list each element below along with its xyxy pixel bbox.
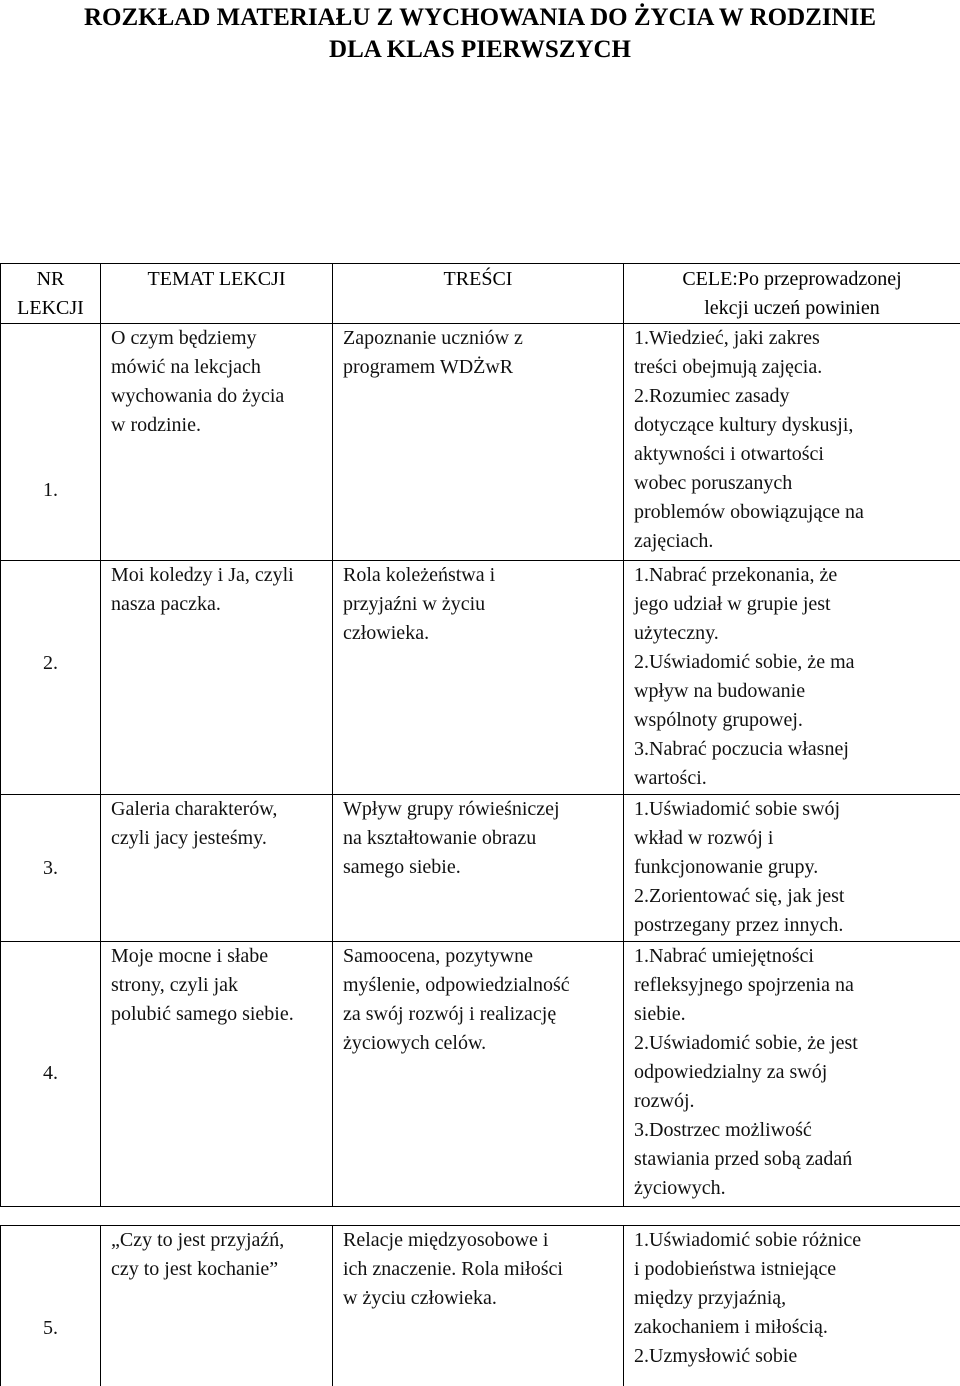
cell-text-line: programem WDŻwR — [343, 353, 621, 382]
cell-text-line: czy to jest kochanie” — [111, 1255, 330, 1284]
lesson-number: 2. — [1, 649, 100, 678]
cell-text-line: za swój rozwój i realizację — [343, 1000, 621, 1029]
cell-text-line: i podobieństwa istniejące — [634, 1255, 958, 1284]
lesson-topic — [101, 1226, 333, 1386]
lesson-plan-table-continued — [0, 1225, 960, 1386]
cell-text-line: nasza paczka. — [111, 590, 330, 619]
cell-text-line: myślenie, odpowiedzialność — [343, 971, 621, 1000]
cell-text-line: 3.Dostrzec możliwość — [634, 1116, 958, 1145]
lesson-number: 5. — [1, 1314, 100, 1343]
cell-text-line: aktywności i otwartości — [634, 440, 958, 469]
cell-text-line: 2.Rozumiec zasady — [634, 382, 958, 411]
lesson-goals — [624, 1226, 960, 1386]
cell-text-line: na kształtowanie obrazu — [343, 824, 621, 853]
header-nr — [1, 264, 101, 324]
title-line-1: ROZKŁAD MATERIAŁU Z WYCHOWANIA DO ŻYCIA W RODZINIE — [0, 2, 960, 34]
table-row — [1, 561, 960, 795]
cell-text-line: 3.Nabrać poczucia własnej — [634, 735, 958, 764]
cell-text-line: 2.Uświadomić sobie, że ma — [634, 648, 958, 677]
lesson-number: 1. — [1, 476, 100, 505]
cell-text-line: jego udział w grupie jest — [634, 590, 958, 619]
cell-text-line: wspólnoty grupowej. — [634, 706, 958, 735]
cell-text-line: refleksyjnego spojrzenia na — [634, 971, 958, 1000]
table-header-row — [1, 264, 960, 324]
lesson-topic — [101, 795, 333, 942]
cell-text-line: Galeria charakterów, — [111, 795, 330, 824]
cell-text-line: ich znaczenie. Rola miłości — [343, 1255, 621, 1284]
lesson-number: 4. — [1, 1059, 100, 1088]
cell-text-line: 1.Nabrać przekonania, że — [634, 561, 958, 590]
cell-text-line: strony, czyli jak — [111, 971, 330, 1000]
header-tresci: TREŚCI — [333, 264, 624, 324]
cell-text-line: Relacje międzyosobowe i — [343, 1226, 621, 1255]
cell-text-line: odpowiedzialny za swój — [634, 1058, 958, 1087]
cell-text-line: Samoocena, pozytywne — [343, 942, 621, 971]
cell-text-line: polubić samego siebie. — [111, 1000, 330, 1029]
lesson-content — [333, 942, 624, 1207]
cell-text-line: samego siebie. — [343, 853, 621, 882]
cell-text-line: 1.Uświadomić sobie swój — [634, 795, 958, 824]
cell-text-line: w rodzinie. — [111, 411, 330, 440]
cell-text-line: 1.Nabrać umiejętności — [634, 942, 958, 971]
header-temat: TEMAT LEKCJI — [101, 264, 333, 324]
cell-text-line: użyteczny. — [634, 619, 958, 648]
cell-text-line: treści obejmują zajęcia. — [634, 353, 958, 382]
cell-text-line: siebie. — [634, 1000, 958, 1029]
header-cele-line-1: CELE:Po przeprowadzonej — [624, 265, 960, 294]
cell-text-line: funkcjonowanie grupy. — [634, 853, 958, 882]
cell-text-line: problemów obowiązujące na — [634, 498, 958, 527]
cell-text-line: Wpływ grupy rówieśniczej — [343, 795, 621, 824]
header-nr-line-2: LEKCJI — [1, 294, 100, 323]
cell-text-line: życiowych celów. — [343, 1029, 621, 1058]
lesson-content — [333, 1226, 624, 1386]
cell-text-line: w życiu człowieka. — [343, 1284, 621, 1313]
cell-text-line: Moi koledzy i Ja, czyli — [111, 561, 330, 590]
cell-text-line: zakochaniem i miłością. — [634, 1313, 958, 1342]
cell-text-line: stawiania przed sobą zadań — [634, 1145, 958, 1174]
lesson-goals — [624, 561, 960, 795]
cell-text-line: Moje mocne i słabe — [111, 942, 330, 971]
lesson-topic — [101, 942, 333, 1207]
cell-text-line: wychowania do życia — [111, 382, 330, 411]
document-title — [0, 2, 960, 66]
table-row — [1, 1226, 960, 1386]
table-row — [1, 942, 960, 1207]
cell-text-line: człowieka. — [343, 619, 621, 648]
lesson-number-cell — [1, 942, 101, 1207]
cell-text-line: 2.Uświadomić sobie, że jest — [634, 1029, 958, 1058]
cell-text-line: Rola koleżeństwa i — [343, 561, 621, 590]
table-row — [1, 795, 960, 942]
cell-text-line: Zapoznanie uczniów z — [343, 324, 621, 353]
cell-text-line: życiowych. — [634, 1174, 958, 1203]
lesson-number-cell — [1, 324, 101, 561]
cell-text-line: 2.Uzmysłowić sobie — [634, 1342, 958, 1371]
cell-text-line: wkład w rozwój i — [634, 824, 958, 853]
lesson-content — [333, 324, 624, 561]
lesson-plan-table — [0, 263, 960, 1207]
cell-text-line: wpływ na budowanie — [634, 677, 958, 706]
title-line-2: DLA KLAS PIERWSZYCH — [0, 34, 960, 66]
lesson-number-cell — [1, 1226, 101, 1386]
cell-text-line: czyli jacy jesteśmy. — [111, 824, 330, 853]
header-nr-line-1: NR — [1, 265, 100, 294]
cell-text-line: 1.Uświadomić sobie różnice — [634, 1226, 958, 1255]
cell-text-line: wartości. — [634, 764, 958, 793]
table-row — [1, 324, 960, 561]
header-cele — [624, 264, 960, 324]
lesson-content — [333, 795, 624, 942]
cell-text-line: wobec poruszanych — [634, 469, 958, 498]
lesson-goals — [624, 795, 960, 942]
cell-text-line: zajęciach. — [634, 527, 958, 556]
header-cele-line-2: lekcji uczeń powinien — [624, 294, 960, 323]
lesson-number-cell — [1, 561, 101, 795]
cell-text-line: O czym będziemy — [111, 324, 330, 353]
cell-text-line: między przyjaźnią, — [634, 1284, 958, 1313]
lesson-topic — [101, 324, 333, 561]
cell-text-line: postrzegany przez innych. — [634, 911, 958, 940]
lesson-goals — [624, 324, 960, 561]
cell-text-line: „Czy to jest przyjaźń, — [111, 1226, 330, 1255]
lesson-number-cell — [1, 795, 101, 942]
cell-text-line: rozwój. — [634, 1087, 958, 1116]
lesson-content — [333, 561, 624, 795]
lesson-goals — [624, 942, 960, 1207]
cell-text-line: mówić na lekcjach — [111, 353, 330, 382]
cell-text-line: 1.Wiedzieć, jaki zakres — [634, 324, 958, 353]
lesson-topic — [101, 561, 333, 795]
cell-text-line: 2.Zorientować się, jak jest — [634, 882, 958, 911]
cell-text-line: przyjaźni w życiu — [343, 590, 621, 619]
cell-text-line: dotyczące kultury dyskusji, — [634, 411, 958, 440]
lesson-number: 3. — [1, 854, 100, 883]
